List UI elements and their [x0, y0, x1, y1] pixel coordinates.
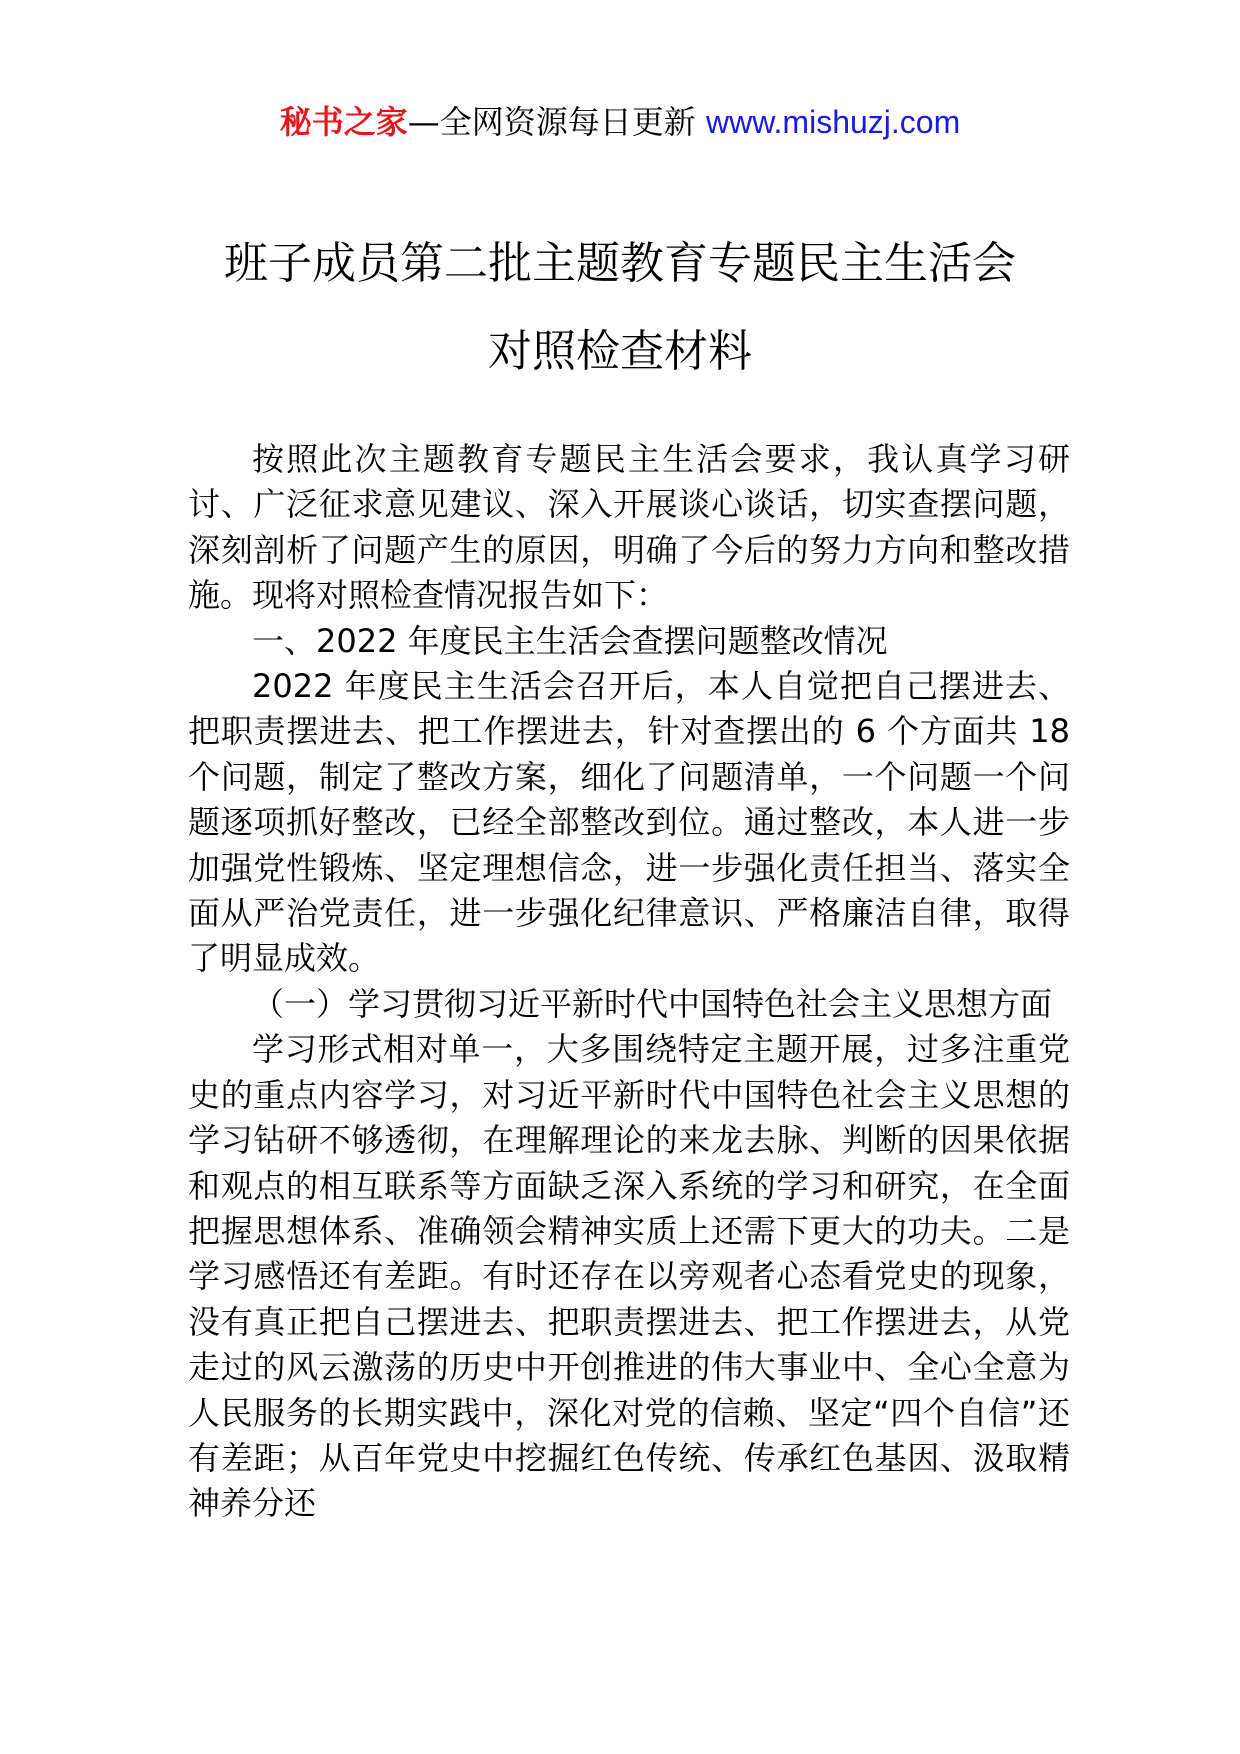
subsection-heading-1: （一）学习贯彻习近平新时代中国特色社会主义思想方面	[252, 984, 1053, 1023]
document-body	[188, 437, 1070, 1527]
paragraph-rectification: 2022 年度民主生活会召开后，本人自觉把自己摆进去、把职责摆进去、把工作摆进去，针对查摆出的 6 个方面共 18 个问题，制定了整改方案，细化了问题清单，一个问题一个问题逐项抓好整改，已经全部整改到位。通过整改，本人进一步加强党性锻炼、坚定理想信念，进一步强化责任担当、落实全面从严治党责任，进一步强化纪律意识、严格廉洁自律，取得了明显成效。	[188, 667, 1070, 978]
site-banner	[0, 100, 1240, 144]
banner-site-url: www.mishuzj.com	[705, 104, 961, 140]
paragraph-study: 学习形式相对单一，大多围绕特定主题开展，过多注重党史的重点内容学习，对习近平新时代中国特色社会主义思想的学习钻研不够透彻，在理解理论的来龙去脉、判断的因果依据和观点的相互联系等方面缺乏深入系统的学习和研究，在全面把握思想体系、准确领会精神实质上还需下更大的功夫。二是学习感悟还有差距。有时还存在以旁观者心态看党史的现象，没有真正把自己摆进去、把职责摆进去、把工作摆进去，从党走过的风云激荡的历史中开创推进的伟大事业中、全心全意为人民服务的长期实践中，深化对党的信赖、坚定“四个自信”还有差距；从百年党史中挖掘红色传统、传承红色基因、汲取精神养分还	[188, 1030, 1070, 1523]
paragraph-intro: 按照此次主题教育专题民主生活会要求，我认真学习研讨、广泛征求意见建议、深入开展谈心谈话，切实查摆问题，深刻剖析了问题产生的原因，明确了今后的努力方向和整改措施。现将对照检查情况报告如下：	[188, 440, 1070, 615]
banner-slogan: —全网资源每日更新	[407, 103, 706, 141]
document-title-line-2: 对照检查材料	[488, 326, 752, 377]
document-title-line-1: 班子成员第二批主题教育专题民主生活会	[224, 238, 1016, 289]
section-heading-1: 一、2022 年度民主生活会查摆问题整改情况	[252, 621, 888, 660]
banner-brand: 秘书之家	[279, 103, 408, 141]
